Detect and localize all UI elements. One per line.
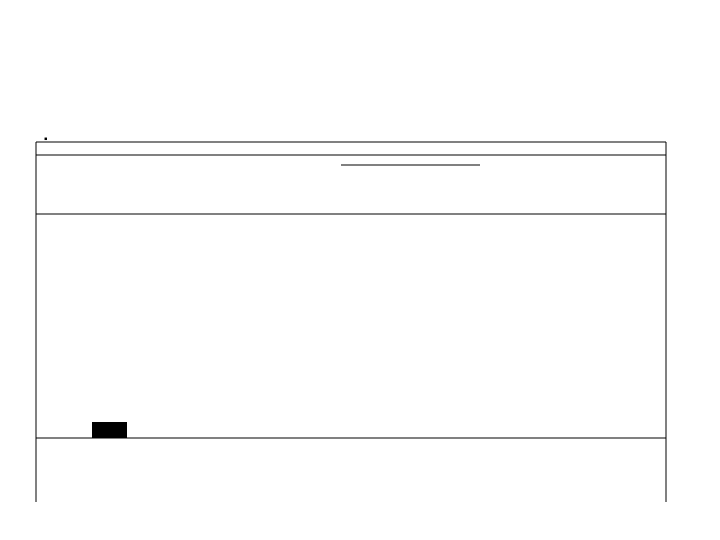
bullet-dot: ▪: [44, 134, 48, 145]
total-shaded-cell: [92, 422, 127, 438]
sheet-frame: [36, 142, 666, 502]
